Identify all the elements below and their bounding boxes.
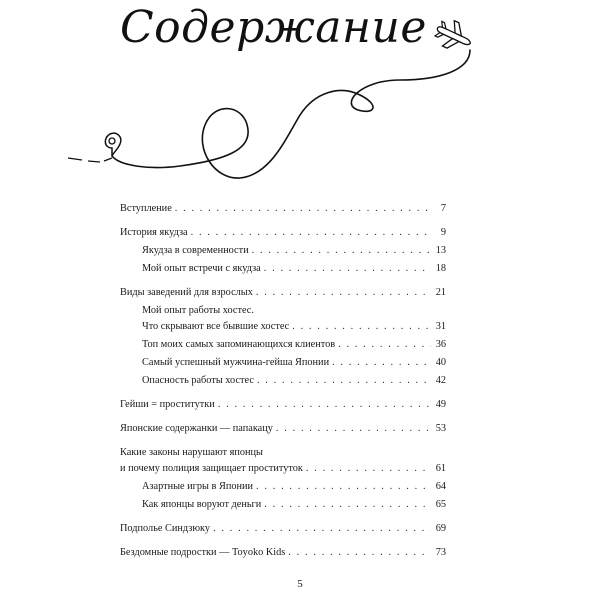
toc-entry-papakatsu[interactable] [120,420,446,437]
toc-entry-page: 13 [435,245,446,256]
toc-leader-dots [252,242,431,259]
toc-entry-geisha[interactable] [120,396,446,413]
toc-leader-dots [338,336,431,353]
toc-entry-laws-line1: Какие законы нарушают японцы [120,447,263,458]
toc-entry-page: 64 [435,481,446,492]
toc-entry-page: 36 [435,339,446,350]
page-number: 5 [297,578,303,590]
toc-entry-label: Что скрывают все бывшие хостес [142,321,290,332]
toc-entry-money-theft[interactable] [142,496,446,513]
toc-leader-dots [332,354,431,371]
toc-leader-dots [218,396,431,413]
toc-leader-dots [264,260,431,277]
toc-leader-dots [264,496,431,513]
toc-entry-label: Самый успешный мужчина-гейша Японии [142,357,330,368]
toc-entry-page: 49 [435,399,446,410]
toc-entry-toyoko[interactable] [120,544,446,561]
toc-leader-dots [306,460,431,477]
toc-leader-dots [191,224,431,241]
dashed-trail [68,158,112,162]
toc-entry-page: 7 [440,203,446,214]
toc-entry-page: 40 [435,357,446,368]
toc-entry-label: Опасность работы хостес [142,375,254,386]
toc-entry-yakuza-meet[interactable] [142,260,446,277]
toc-entry-yakuza[interactable] [120,224,446,241]
toc-entry-page: 21 [435,287,446,298]
toc-entry-hostess-danger[interactable] [142,372,446,389]
toc-entry-laws[interactable] [120,460,446,477]
toc-entry-label: Японские содержанки — папакацу [120,423,273,434]
toc-entry-geisha-man[interactable] [142,354,446,371]
toc-entry-page: 9 [440,227,446,238]
toc-leader-dots [175,200,431,217]
toc-entry-yakuza-modern[interactable] [142,242,446,259]
toc-entry-gambling[interactable] [142,478,446,495]
toc-entry-label: Бездомные подростки — Toyoko Kids [120,547,286,558]
toc-entry-page: 53 [435,423,446,434]
toc-entry-label: История якудза [120,227,188,238]
toc-entry-page: 73 [435,547,446,558]
toc-leader-dots [256,478,431,495]
toc-entry-label: Азартные игры в Японии [142,481,254,492]
toc-entry-label: и почему полиция защищает проституток [120,463,303,474]
toc-leader-dots [288,544,431,561]
toc-entry-page: 31 [435,321,446,332]
toc-entry-adult-venues[interactable] [120,284,446,301]
toc-leader-dots [213,520,431,537]
location-pin-icon [105,133,120,156]
toc-entry-label: Вступление [120,203,172,214]
toc-leader-dots [276,420,431,437]
toc-entry-page: 61 [435,463,446,474]
toc-entry-top-clients[interactable] [142,336,446,353]
toc-entry-label: Подполье Синдзюку [120,523,211,534]
toc-leader-dots [292,318,431,335]
toc-entry-page: 65 [435,499,446,510]
toc-entry-intro[interactable] [120,200,446,217]
toc-entry-label: Гейши = проститутки [120,399,215,410]
toc-entry-label: Якудза в современности [142,245,249,256]
toc-entry-page: 69 [435,523,446,534]
toc-entry-label: Топ моих самых запоминающихся клиентов [142,339,336,350]
toc-entry-label: Виды заведений для взрослых [120,287,253,298]
toc-entry-page: 18 [435,263,446,274]
toc-entry-label: Мой опыт встречи с якудза [142,263,261,274]
toc-entry-hostess-secrets[interactable] [142,318,446,335]
toc-entry-page: 42 [435,375,446,386]
toc-entry-label: Как японцы воруют деньги [142,499,262,510]
toc-entry-underground[interactable] [120,520,446,537]
toc-entry-hostess-work-line1: Мой опыт работы хостес. [142,305,254,316]
page-title: Содержание [120,2,427,53]
toc-leader-dots [257,372,431,389]
toc-leader-dots [256,284,431,301]
flight-path-line [112,50,470,178]
flight-path-illustration [0,0,600,200]
